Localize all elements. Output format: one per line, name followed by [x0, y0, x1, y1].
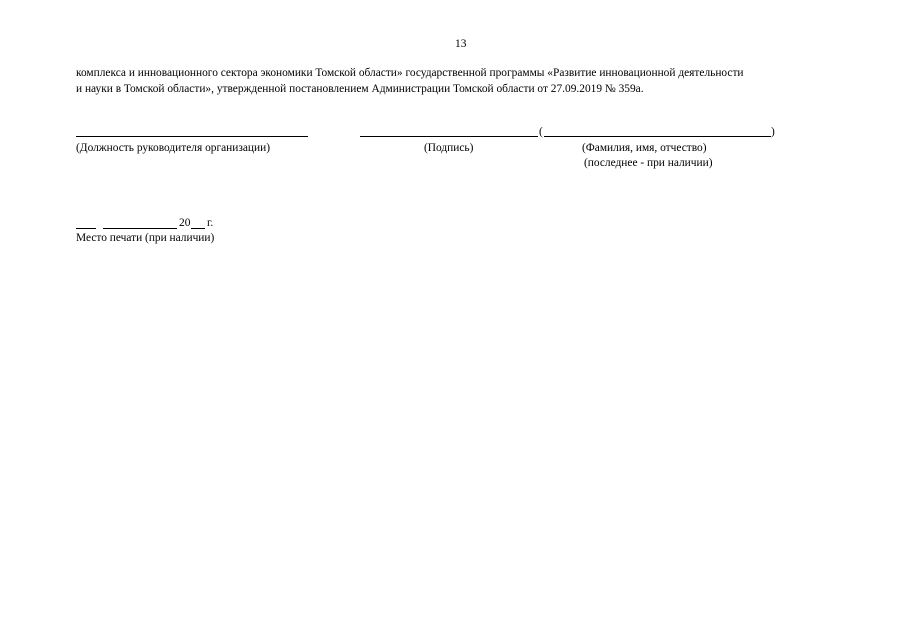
- date-day-blank: [76, 228, 96, 229]
- name-blank-line: [544, 136, 771, 137]
- name-open-paren: (: [539, 126, 543, 138]
- page-number: 13: [455, 38, 467, 50]
- position-blank-line: [76, 136, 308, 137]
- date-month-blank: [103, 228, 177, 229]
- position-label: (Должность руководителя организации): [76, 142, 271, 154]
- signature-blank-line: [360, 136, 538, 137]
- full-name-note: (последнее - при наличии): [584, 157, 713, 169]
- signature-label: (Подпись): [424, 142, 474, 154]
- date-year-suffix: г.: [207, 217, 214, 229]
- name-close-paren: ): [771, 126, 775, 138]
- full-name-label: (Фамилия, имя, отчество): [582, 142, 707, 154]
- date-year-blank: [191, 228, 205, 229]
- date-year-prefix: 20: [179, 217, 191, 229]
- stamp-label: Место печати (при наличии): [76, 232, 215, 244]
- paragraph-line-2: и науки в Томской области», утвержденной постановлением Администрации Томской области от 27.09.2019 № 359а.: [76, 83, 644, 95]
- paragraph-line-1: комплекса и инновационного сектора экономики Томской области» государственной программы «Развитие инновационной деятельности: [76, 67, 744, 79]
